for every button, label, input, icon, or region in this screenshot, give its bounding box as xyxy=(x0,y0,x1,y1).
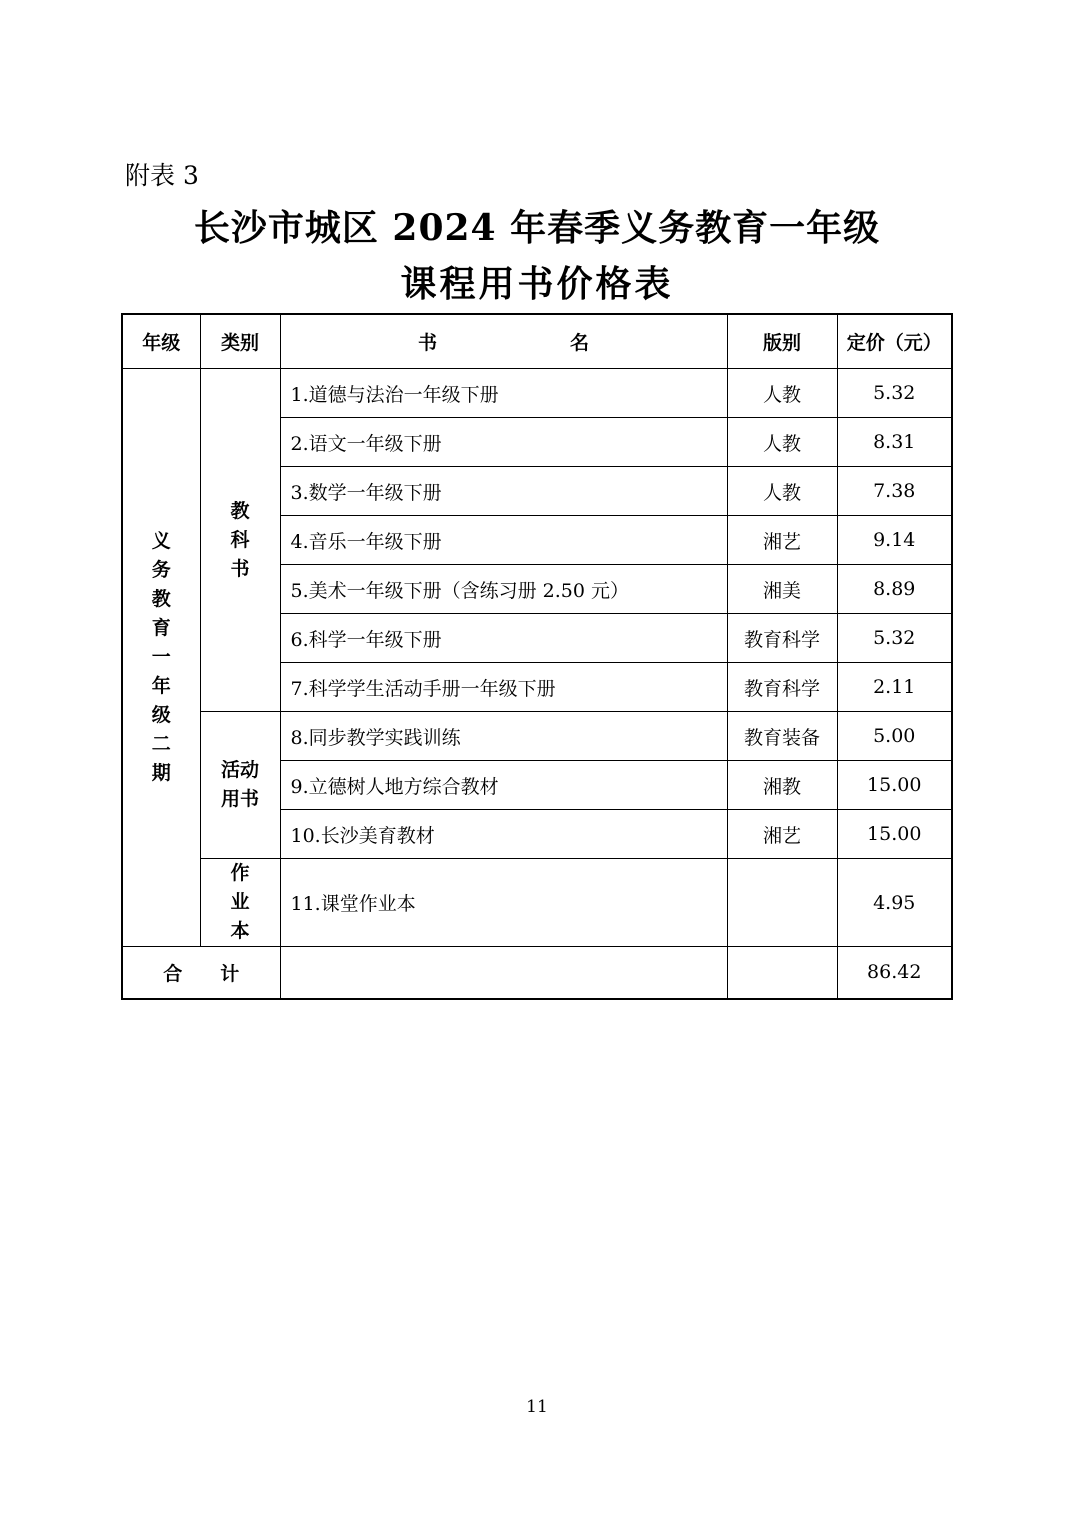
category-char: 教 xyxy=(230,499,250,522)
book-price: 5.32 xyxy=(837,614,952,663)
book-price: 5.32 xyxy=(837,369,952,418)
grade-char: 育 xyxy=(151,617,171,639)
book-price: 2.11 xyxy=(837,663,952,712)
header-price: 定价（元） xyxy=(837,314,952,369)
book-name: 2.语文一年级下册 xyxy=(280,418,727,467)
book-price: 8.89 xyxy=(837,565,952,614)
book-price: 15.00 xyxy=(837,810,952,859)
appendix-label: 附表 3 xyxy=(125,161,199,190)
grade-cell xyxy=(122,369,200,947)
book-edition xyxy=(727,859,837,947)
book-name: 3.数学一年级下册 xyxy=(280,467,727,516)
book-name: 4.音乐一年级下册 xyxy=(280,516,727,565)
book-name: 7.科学学生活动手册一年级下册 xyxy=(280,663,727,712)
book-price: 7.38 xyxy=(837,467,952,516)
book-edition: 湘教 xyxy=(727,761,837,810)
grade-char: 二 xyxy=(151,733,171,755)
total-price: 86.42 xyxy=(837,947,952,999)
category-textbooks xyxy=(200,369,280,712)
page-number: 11 xyxy=(526,1397,548,1417)
category-workbooks xyxy=(200,859,280,947)
table-row xyxy=(122,369,952,418)
book-edition: 湘美 xyxy=(727,565,837,614)
grade-char: 义 xyxy=(151,530,171,552)
book-edition: 人教 xyxy=(727,369,837,418)
book-edition: 人教 xyxy=(727,418,837,467)
book-name: 6.科学一年级下册 xyxy=(280,614,727,663)
grade-char: 教 xyxy=(151,588,171,610)
book-edition: 教育科学 xyxy=(727,614,837,663)
grade-char: 期 xyxy=(151,762,171,784)
book-edition: 人教 xyxy=(727,467,837,516)
category-char: 用书 xyxy=(220,788,259,810)
page-title-line2: 课程用书价格表 xyxy=(400,263,674,305)
header-book-name: 书 名 xyxy=(280,314,727,369)
total-row xyxy=(122,947,952,999)
category-char: 科 xyxy=(230,528,250,551)
category-char: 书 xyxy=(230,557,250,580)
book-name: 11.课堂作业本 xyxy=(280,859,727,947)
book-name: 8.同步教学实践训练 xyxy=(280,712,727,761)
header-grade: 年级 xyxy=(122,314,200,369)
grade-char: 务 xyxy=(151,559,171,581)
total-empty-edition xyxy=(727,947,837,999)
total-empty-name xyxy=(280,947,727,999)
book-price: 4.95 xyxy=(837,859,952,947)
book-name: 9.立德树人地方综合教材 xyxy=(280,761,727,810)
book-name: 10.长沙美育教材 xyxy=(280,810,727,859)
book-edition: 湘艺 xyxy=(727,810,837,859)
category-char: 本 xyxy=(230,920,250,942)
header-category: 类别 xyxy=(200,314,280,369)
book-name: 5.美术一年级下册（含练习册 2.50 元） xyxy=(280,565,727,614)
book-price: 15.00 xyxy=(837,761,952,810)
grade-char: 级 xyxy=(151,704,171,726)
book-edition: 教育装备 xyxy=(727,712,837,761)
category-char: 业 xyxy=(230,891,250,913)
book-edition: 教育科学 xyxy=(727,663,837,712)
category-activity-books xyxy=(200,712,280,859)
price-table xyxy=(121,313,953,1000)
total-label: 合 计 xyxy=(122,947,280,999)
category-char: 活动 xyxy=(220,759,259,781)
header-edition: 版别 xyxy=(727,314,837,369)
grade-char: 年 xyxy=(151,675,171,697)
book-price: 9.14 xyxy=(837,516,952,565)
book-edition: 湘艺 xyxy=(727,516,837,565)
table-row xyxy=(122,859,952,947)
book-price: 5.00 xyxy=(837,712,952,761)
table-row xyxy=(122,712,952,761)
table-header-row xyxy=(122,314,952,369)
book-price: 8.31 xyxy=(837,418,952,467)
grade-char: 一 xyxy=(151,646,171,668)
book-name: 1.道德与法治一年级下册 xyxy=(280,369,727,418)
category-char: 作 xyxy=(230,862,250,884)
page-title-line1: 长沙市城区 2024 年春季义务教育一年级 xyxy=(193,207,881,249)
